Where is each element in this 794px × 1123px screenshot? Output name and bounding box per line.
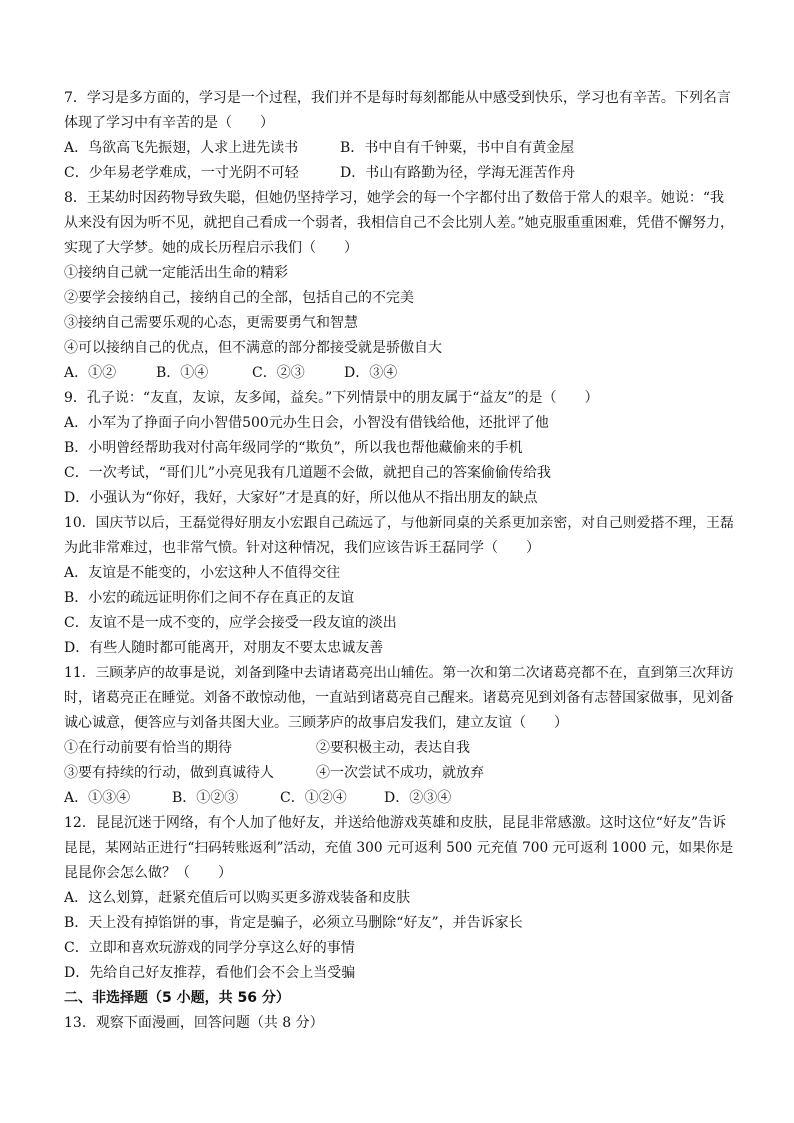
q11-option-b: B．①②③ [172,790,239,806]
q12-option-d: D．先给自己好友推荐，看他们会不会上当受骗 [64,965,356,981]
q12-stem-line-3: 昆昆你会怎么做？（ ） [64,865,232,881]
q11-option-a: A．①③④ [64,790,131,806]
q8-option-a: A．①② [64,365,117,381]
q8-option-b: B．①④ [156,365,209,381]
q8-stem-line-3: 实现了大学梦。她的成长历程启示我们（ ） [64,240,358,256]
q11-stem-line-1: 11．三顾茅庐的故事是说，刘备到隆中去请诸葛亮出山辅佐。第一次和第二次诸葛亮都不在，直到第三次拜访 [64,665,734,681]
q7-option-a: A．鸟欲高飞先振翅，人求上进先读书 [64,140,299,156]
q10-option-a: A．友谊是不能变的，小宏这种人不值得交往 [64,565,341,581]
q11-item-2: ②要积极主动，表达自我 [316,740,470,756]
q8-stem-line-1: 8．王某幼时因药物导致失聪，但她仍坚持学习，她学会的每一个字都付出了数倍于常人的艰辛。她说：“我 [64,190,725,206]
q12-option-b: B．天上没有掉馅饼的事，肯定是骗子，必须立马删除“好友”，并告诉家长 [64,915,523,931]
q10-option-d: D．有些人随时都可能离开，对朋友不要太忠诚友善 [64,640,384,656]
q9-option-a: A．小军为了挣面子向小智借500元办生日会，小智没有借钱给他，还批评了他 [64,415,549,431]
q11-stem-line-2: 时，诸葛亮正在睡觉。刘备不敢惊动他，一直站到诸葛亮自己醒来。诸葛亮见到刘备有志替国家做事，见刘备 [64,690,734,706]
q10-stem-line-2: 为此非常难过，也非常气愤。针对这种情况，我们应该告诉王磊同学（ ） [64,540,540,556]
q11-option-c: C．①②④ [280,790,347,806]
q12-stem-line-1: 12．昆昆沉迷于网络，有个人加了他好友，并送给他游戏英雄和皮肤，昆昆非常感激。这时这位“好友”告诉 [64,815,727,831]
q8-item-2: ②要学会接纳自己，接纳自己的全部，包括自己的不完美 [64,290,414,306]
q11-item-4: ④一次尝试不成功，就放弃 [316,765,484,781]
q8-item-3: ③接纳自己需要乐观的心态，更需要勇气和智慧 [64,315,358,331]
q13-stem: 13．观察下面漫画，回答问题（共 8 分） [64,1015,324,1031]
q7-option-b: B．书中自有千钟粟，书中自有黄金屋 [340,140,575,156]
q12-stem-line-2: 昆昆，某网站正进行“扫码转账返利”活动，充值 300 元可返利 500 元充值 700 元可返利 1000 元，如果你是 [64,840,734,856]
q8-item-1: ①接纳自己就一定能活出生命的精彩 [64,265,288,281]
q11-option-d: D．②③④ [384,790,452,806]
q11-item-3: ③要有持续的行动，做到真诚待人 [64,765,274,781]
q8-option-d: D．③④ [344,365,398,381]
q10-option-b: B．小宏的疏远证明你们之间不存在真正的友谊 [64,590,355,606]
q8-item-4: ④可以接纳自己的优点，但不满意的部分都接受就是骄傲自大 [64,340,442,356]
q7-option-d: D．书山有路勤为径，学海无涯苦作舟 [340,165,576,181]
q9-option-b: B．小明曾经帮助我对付高年级同学的“欺负”，所以我也帮他藏偷来的手机 [64,440,523,456]
q12-option-c: C．立即和喜欢玩游戏的同学分享这么好的事情 [64,940,355,956]
q9-option-c: C．一次考试，“哥们儿”小亮见我有几道题不会做，就把自己的答案偷偷传给我 [64,465,552,481]
q7-option-c: C．少年易老学难成，一寸光阴不可轻 [64,165,299,181]
q12-option-a: A．这么划算，赶紧充值后可以购买更多游戏装备和皮肤 [64,890,411,906]
q7-stem-line-2: 体现了学习中有辛苦的是（ ） [64,115,274,131]
q8-option-c: C．②③ [252,365,305,381]
q8-stem-line-2: 从来没有因为听不见，就把自己看成一个弱者，我相信自己不会比别人差。”她克服重重困难，凭借不懈努力， [64,215,734,231]
q10-stem-line-1: 10．国庆节以后，王磊觉得好朋友小宏跟自己疏远了，与他新同桌的关系更加亲密，对自己则爱搭不理，王磊 [64,515,734,531]
q11-stem-line-3: 诚心诚意，便答应与刘备共图大业。三顾茅庐的故事启发我们，建立友谊（ ） [64,715,568,731]
section-2-heading: 二、非选择题（5 小题，共 56 分） [64,990,290,1006]
q10-option-c: C．友谊不是一成不变的，应学会接受一段友谊的淡出 [64,615,397,631]
q9-option-d: D．小强认为“你好，我好，大家好”才是真的好，所以他从不指出朋友的缺点 [64,490,538,506]
q7-stem-line-1: 7．学习是多方面的，学习是一个过程，我们并不是每时每刻都能从中感受到快乐，学习也有辛苦。下列名言 [64,90,731,106]
q9-stem-line-1: 9．孔子说：“友直，友谅，友多闻，益矣。”下列情景中的朋友属于“益友”的是（ ） [64,390,599,406]
q11-item-1: ①在行动前要有恰当的期待 [64,740,232,756]
